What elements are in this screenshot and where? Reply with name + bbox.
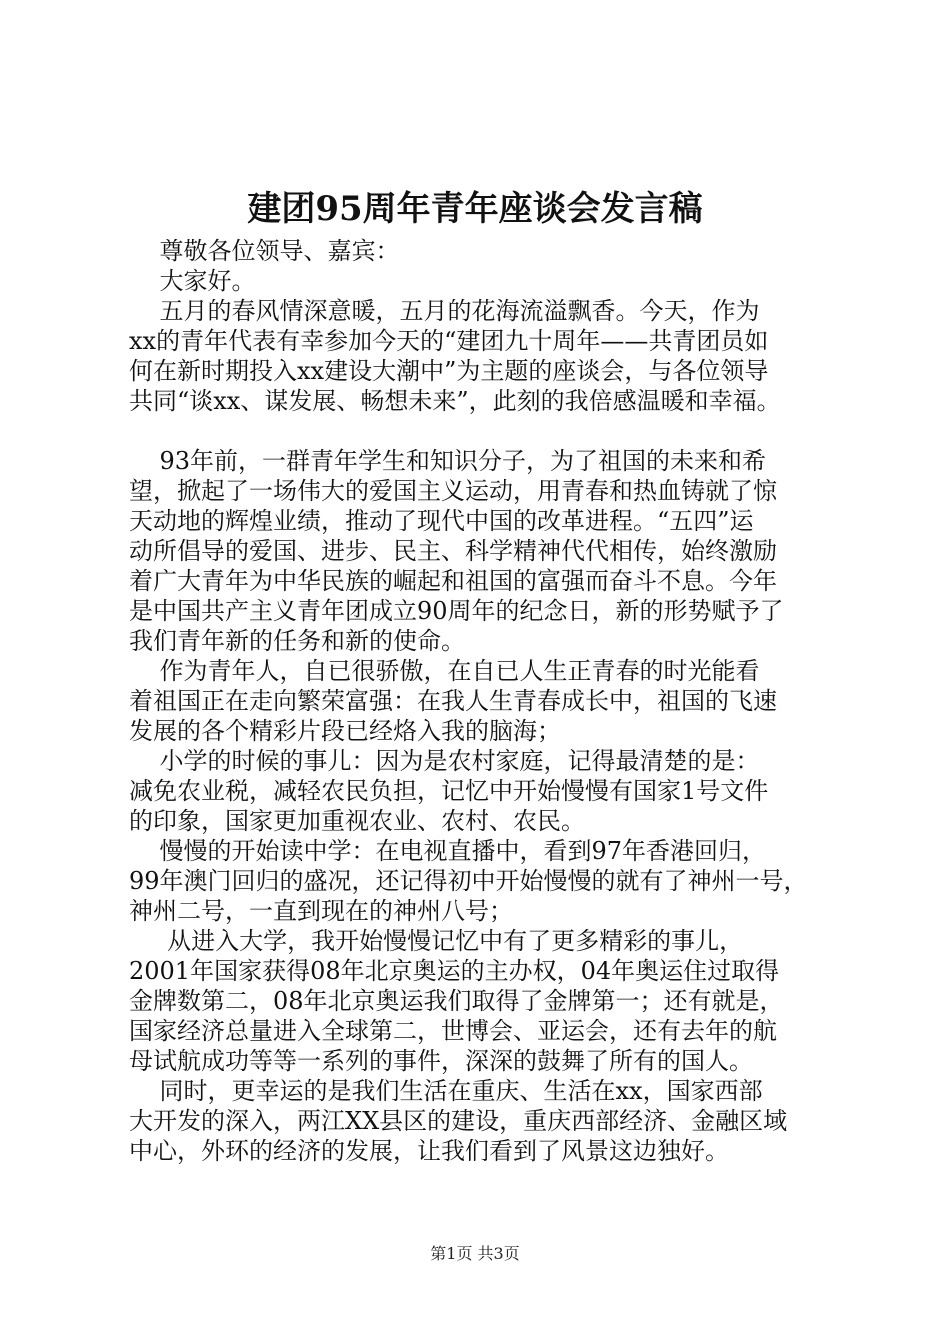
paragraph-line: 小学的时候的事儿：因为是农村家庭，记得最清楚的是： xyxy=(129,747,760,775)
blank-line xyxy=(129,416,834,446)
paragraph-line: 的印象，国家更加重视农业、农村、农民。 xyxy=(129,807,585,835)
paragraph-line: 作为青年人，自已很骄傲，在自已人生正青春的时光能看 xyxy=(129,657,760,685)
paragraph-line: 何在新时期投入xx建设大潮中”为主题的座谈会，与各位领导 xyxy=(129,357,769,385)
paragraph-line: 中心，外环的经济的发展，让我们看到了风景这边独好。 xyxy=(129,1137,729,1165)
document-body xyxy=(129,236,834,1166)
paragraph-line: 神州二号，一直到现在的神州八号； xyxy=(129,897,513,925)
paragraph-line: xx的青年代表有幸参加今天的“建团九十周年——共青团员如 xyxy=(129,327,769,355)
paragraph-line: 天动地的辉煌业绩，推动了现代中国的改革进程。“五四”运 xyxy=(129,507,754,535)
paragraph-line: 减免农业税，减轻农民负担，记忆中开始慢慢有国家1号文件 xyxy=(129,777,769,805)
paragraph-line: 99年澳门回归的盛况，还记得初中开始慢慢的就有了神州一号， xyxy=(129,867,808,895)
paragraph-line: 五月的春风情深意暖，五月的花海流溢飘香。今天，作为 xyxy=(129,297,760,325)
paragraph-line: 着广大青年为中华民族的崛起和祖国的富强而奋斗不息。今年 xyxy=(129,567,777,595)
paragraph-line: 是中国共产主义青年团成立90周年的纪念日，新的形势赋予了 xyxy=(129,597,784,625)
paragraph-line: 国家经济总量进入全球第二，世博会、亚运会，还有去年的航 xyxy=(129,1017,777,1045)
paragraph-line: 我们青年新的任务和新的使命。 xyxy=(129,627,465,655)
paragraph-line: 慢慢的开始读中学：在电视直播中，看到97年香港回归， xyxy=(129,837,767,865)
paragraph-line: 母试航成功等等一系列的事件，深深的鼓舞了所有的国人。 xyxy=(129,1047,753,1075)
paragraph-line: 动所倡导的爱国、进步、民主、科学精神代代相传，始终激励 xyxy=(129,537,777,565)
paragraph-line: 大开发的深入，两江XX县区的建设，重庆西部经济、金融区域 xyxy=(129,1107,788,1135)
paragraph-line: 着祖国正在走向繁荣富强：在我人生青春成长中，祖国的飞速 xyxy=(129,687,777,715)
page-number-footer: 第1页 共3页 xyxy=(430,1244,520,1263)
paragraph-line: 望，掀起了一场伟大的爱国主义运动，用青春和热血铸就了惊 xyxy=(129,477,777,505)
paragraph-line: 从进入大学，我开始慢慢记忆中有了更多精彩的事儿， xyxy=(129,927,744,955)
paragraph-line: 大家好。 xyxy=(129,267,256,295)
paragraph-line: 同时，更幸运的是我们生活在重庆、生活在xx，国家西部 xyxy=(129,1077,763,1105)
paragraph-line: 2001年国家获得08年北京奥运的主办权，04年奥运住过取得 xyxy=(129,957,780,985)
paragraph-line: 共同“谈xx、谋发展、畅想未来”，此刻的我倍感温暖和幸福。 xyxy=(129,387,781,415)
paragraph-line: 金牌数第二，08年北京奥运我们取得了金牌第一；还有就是， xyxy=(129,987,784,1015)
paragraph-line: 尊敬各位领导、嘉宾： xyxy=(129,237,400,265)
paragraph-line: 发展的各个精彩片段已经烙入我的脑海； xyxy=(129,717,561,745)
paragraph-line: 93年前，一群青年学生和知识分子，为了祖国的未来和希 xyxy=(129,447,767,475)
document-title: 建团95周年青年座谈会发言稿 xyxy=(247,189,703,229)
